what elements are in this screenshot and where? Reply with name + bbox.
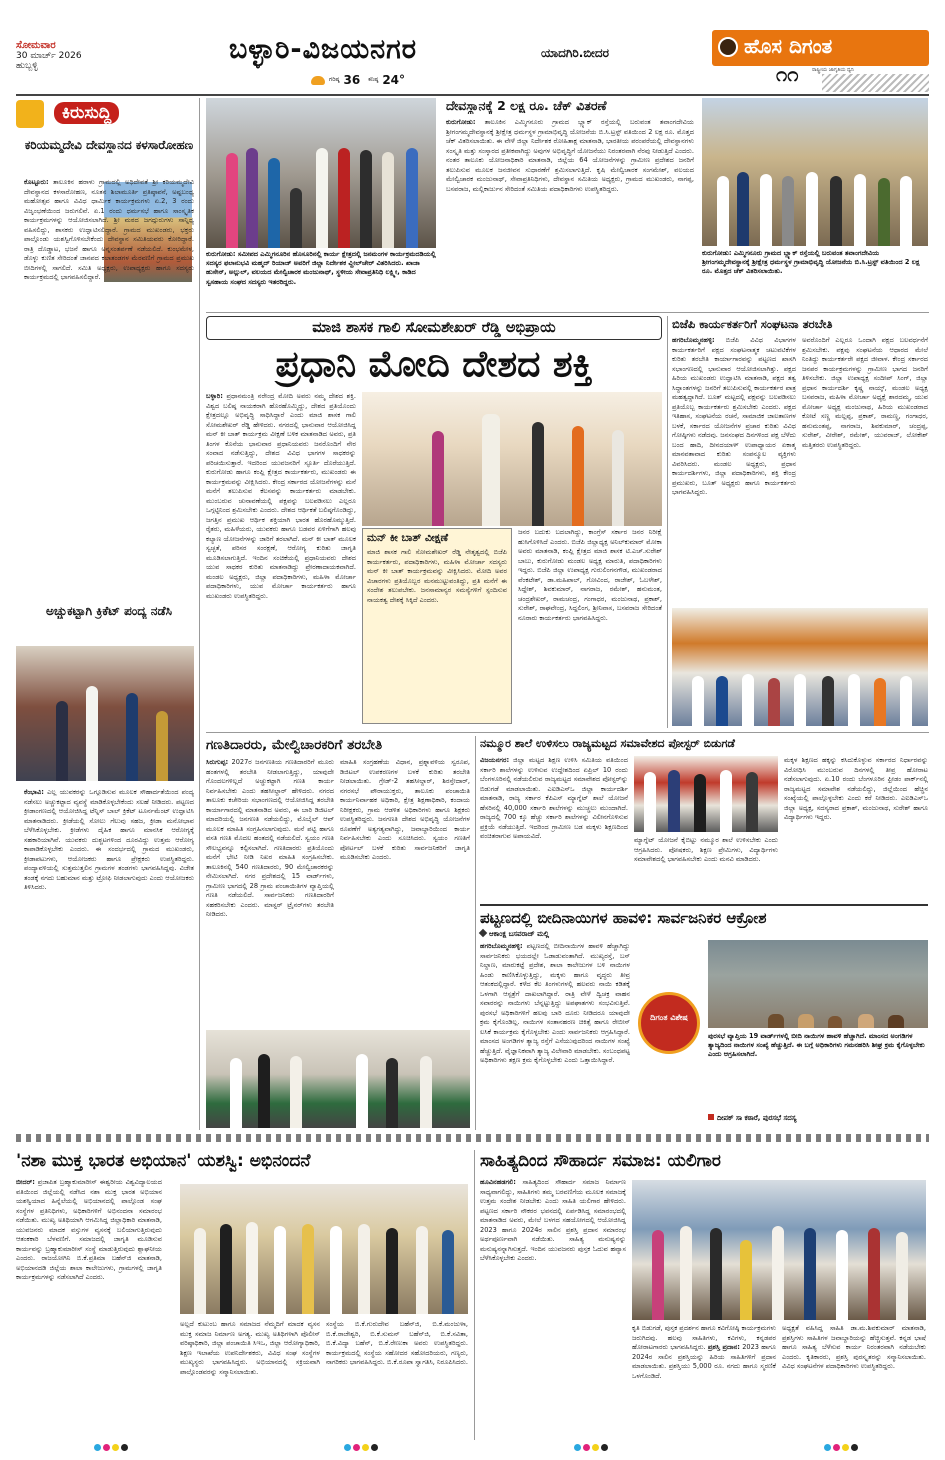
story-body-continued: ಅಧ್ಯಕ್ಷತೆ ವಹಿಸಿದ್ದ ಸಾಹಿತಿ ಡಾ.ಮ.ಶಿವಕುಮಾರ್ ಮಾತನಾಡಿ, ಪ್ರಶಸ್ತಿಗಳು ಸಾಹಿತಿಗಳ ಜವಾಬ್ದಾರಿಯನ್ನು ಹೆಚ್ಚಿಸುತ್ತವೆ. ಕನ್ನಡ ಭಾಷೆ ಹಾಗೂ ಸಾಹಿತ್ಯ ಬೆಳೆಸುವ ಕಾರ್ಯ ನಿರಂತರವಾಗಿ ನಡೆಯಬೇಕು ಎಂದರು. ಕೃತಿಕಾರರು, ಪ್ರಶಸ್ತಿ ಪುರಸ್ಕೃತರನ್ನು ಸನ್ಮಾನಿಸಲಾಯಿತು. ವಿವಿಧ ಸಂಘಟನೆಗಳ ಪದಾಧಿಕಾರಿಗಳು ಉಪಸ್ಥಿತರಿದ್ದರು. [782, 1324, 926, 1370]
story-text: ಪಟ್ಟಣದಲ್ಲಿ ಬೀದಿನಾಯಿಗಳ ಹಾವಳಿ ಹೆಚ್ಚಾಗಿದ್ದು ಸಾರ್ವಜನಿಕರು ಭಯದಲ್ಲೇ ಓಡಾಡುವಂತಾಗಿದೆ. ಮುಖ್ಯರಸ್ತೆ, ಬಸ್ ನಿಲ್ದಾಣ, ಮಾರುಕಟ್ಟೆ ಪ್ರದೇಶ, ಶಾಲಾ ಕಾಲೇಜುಗಳ ಬಳಿ ನಾಯಿಗಳ ಹಿಂಡು ಕಾಣಿಸಿಕೊಳ್ಳುತ್ತಿದ್ದು, ಮಕ್ಕಳು ಹಾಗೂ ವೃದ್ಧರು ತೀವ್ರ ಆತಂಕದಲ್ಲಿದ್ದಾರೆ. ಕಳೆದ ಕೆಲ ತಿಂಗಳುಗಳಲ್ಲಿ ಹಲವರು ನಾಯಿ ಕಡಿತಕ್ಕೆ ಒಳಗಾಗಿ ಆಸ್ಪತ್ರೆಗೆ ದಾಖಲಾಗಿದ್ದಾರೆ. ರಾತ್ರಿ ವೇಳೆ ದ್ವಿಚಕ್ರ ವಾಹನ ಸವಾರರನ್ನು ನಾಯಿಗಳು ಬೆನ್ನಟ್ಟುತ್ತಿದ್ದು ಅಪಘಾತಗಳು ಸಂಭವಿಸುತ್ತಿವೆ. ಪುರಸಭೆ ಅಧಿಕಾರಿಗಳಿಗೆ ಹಲವು ಬಾರಿ ದೂರು ನೀಡಿದರೂ ಯಾವುದೇ ಕ್ರಮ ಕೈಗೊಂಡಿಲ್ಲ. ನಾಯಿಗಳ ಸಂತಾನಹರಣ ಚಿಕಿತ್ಸೆ ಹಾಗೂ ರೇಬೀಸ್ ಲಸಿಕೆ ಕಾರ್ಯಕ್ರಮ ಕೈಗೊಳ್ಳಬೇಕು ಎಂದು ಸಾರ್ವಜನಿಕರು ಆಗ್ರಹಿಸಿದ್ದಾರೆ. ಮಾಂಸದ ಅಂಗಡಿಗಳ ತ್ಯಾಜ್ಯ ರಸ್ತೆಗೆ ಎಸೆಯುವುದರಿಂದ ನಾಯಿಗಳ ಸಂಖ್ಯೆ ಹೆಚ್ಚುತ್ತಿದೆ. ವೈಜ್ಞಾನಿಕವಾಗಿ ತ್ಯಾಜ್ಯ ವಿಲೇವಾರಿ ಮಾಡಬೇಕು. ಸಂಬಂಧಪಟ್ಟ ಅಧಿಕಾರಿಗಳು ತಕ್ಷಣ ಕ್ರಮ ಕೈಗೊಳ್ಳಬೇಕು ಎಂದು ಒತ್ತಾಯಿಸಿದ್ದಾರೆ. [480, 942, 630, 1064]
story-body [16, 1178, 162, 1438]
story-body-continued: ಮ್ಯಾಗ್ನೆಟ್ ಯೋಜನೆ ಕೈಬಿಟ್ಟು ನಮ್ಮೂರ ಶಾಲೆ ಉಳಿಸಬೇಕು ಎಂದು ಆಗ್ರಹಿಸಿದರು. ಪೋಷಕರು, ಶಿಕ್ಷಣ ಪ್ರೇಮಿಗಳು, ವಿದ್ಯಾರ್ಥಿಗಳು ಸಮಾವೇಶದಲ್ಲಿ ಭಾಗವಹಿಸಬೇಕು ಎಂದು ಮನವಿ ಮಾಡಿದರು. [634, 836, 778, 863]
story-body [672, 336, 796, 604]
story-text: ಬಿಜೆಪಿ ವಿವಿಧ ವಿಭಾಗಗಳ ಕಾರ್ಯಕರ್ತರಿಗೆ ಪಕ್ಷದ ಸಂಘಟನಾತ್ಮಕ ಚಟುವಟಿಕೆಗಳ ಕುರಿತು ತರಬೇತಿ ಕಾರ್ಯಾಗಾರವನ್ನು ಪಟ್ಟಣದ ಖಾಸಗಿ ಸಭಾಂಗಣದಲ್ಲಿ ಭಾನುವಾರ ಆಯೋಜಿಸಲಾಗಿತ್ತು. ಪಕ್ಷದ ಹಿರಿಯ ಮುಖಂಡರು ಉದ್ಘಾಟಿಸಿ ಮಾತನಾಡಿ, ಪಕ್ಷದ ತತ್ವ ಸಿದ್ಧಾಂತಗಳನ್ನು ಜನರಿಗೆ ತಲುಪಿಸುವಲ್ಲಿ ಕಾರ್ಯಕರ್ತರ ಪಾತ್ರ ಮಹತ್ವದ್ದಾಗಿದೆ. ಬೂತ್ ಮಟ್ಟದಲ್ಲಿ ಪಕ್ಷವನ್ನು ಬಲಪಡಿಸಲು ಪ್ರತಿಯೊಬ್ಬ ಕಾರ್ಯಕರ್ತರು ಶ್ರಮಿಸಬೇಕು ಎಂದರು. ಪಕ್ಷದ ಇತಿಹಾಸ, ಸಂಘಟನೆಯ ರಚನೆ, ಸಾಮಾಜಿಕ ಜಾಲತಾಣಗಳ ಬಳಕೆ, ಸರ್ಕಾರದ ಯೋಜನೆಗಳ ಪ್ರಚಾರ ಕುರಿತು ವಿವಿಧ ಗೋಷ್ಠಿಗಳು ನಡೆದವು. ಜನಸಂಘದ ದಿನಗಳಿಂದ ಪಕ್ಷ ಬೆಳೆದು ಬಂದ ಹಾದಿ, ದೀನದಯಾಳ್ ಉಪಾಧ್ಯಾಯರ ಏಕಾತ್ಮ ಮಾನವತಾವಾದ ಕುರಿತು ಸಂಪನ್ಮೂಲ ವ್ಯಕ್ತಿಗಳು ವಿವರಿಸಿದರು. ಮಂಡಲ ಅಧ್ಯಕ್ಷರು, ಪ್ರಧಾನ ಕಾರ್ಯದರ್ಶಿಗಳು, ಜಿಲ್ಲಾ ಪದಾಧಿಕಾರಿಗಳು, ಶಕ್ತಿ ಕೇಂದ್ರ ಪ್ರಮುಖರು, ಬೂತ್ ಅಧ್ಯಕ್ಷರು ಹಾಗೂ ಕಾರ್ಯಕರ್ತರು ಭಾಗವಹಿಸಿದ್ದರು. [672, 336, 796, 496]
story-body [480, 1178, 626, 1438]
story-text: ಎಲ್ಲ ಯುವಕರನ್ನು ಒಗ್ಗೂಡಿಸುವ ಮೂಲಕ ಸೌಹಾರ್ದತೆಯಿಂದ ಪಂದ್ಯ ನಡೆಸಲು ಅಚ್ಚುಕಟ್ಟಾದ ವ್ಯವಸ್ಥೆ ಮಾಡಿಕೊಳ್ಳಬೇಕೆಂದು ಸಲಹೆ ನೀಡಿದರು. ಪಟ್ಟಣದ ಕ್ರೀಡಾಂಗಣದಲ್ಲಿ ಆಯೋಜಿಸಿದ್ದ ಟೆನ್ನಿಸ್ ಬಾಲ್ ಕ್ರಿಕೆಟ್ ಟೂರ್ನಮೆಂಟ್ ಉದ್ಘಾಟಿಸಿ ಮಾತನಾಡಿದರು. ಕ್ರೀಡೆಯಲ್ಲಿ ಸೋಲು ಗೆಲುವು ಸಹಜ, ಕ್ರೀಡಾ ಮನೋಭಾವ ಬೆಳೆಸಿಕೊಳ್ಳಬೇಕು. ಕ್ರೀಡೆಗಳು ದೈಹಿಕ ಹಾಗೂ ಮಾನಸಿಕ ಆರೋಗ್ಯಕ್ಕೆ ಸಹಕಾರಿಯಾಗಿವೆ. ಯುವಕರು ದುಶ್ಚಟಗಳಿಂದ ದೂರವಿದ್ದು ಉತ್ತಮ ಆರೋಗ್ಯ ಕಾಪಾಡಿಕೊಳ್ಳಬೇಕು ಎಂದರು. ಈ ಸಂದರ್ಭದಲ್ಲಿ ಗ್ರಾಮದ ಮುಖಂಡರು, ಕ್ರೀಡಾಪಟುಗಳು, ಆಯೋಜಕರು ಹಾಗೂ ಪ್ರೇಕ್ಷಕರು ಉಪಸ್ಥಿತರಿದ್ದರು. ಪಂದ್ಯಾವಳಿಯಲ್ಲಿ ಸುತ್ತಮುತ್ತಲಿನ ಗ್ರಾಮಗಳ ತಂಡಗಳು ಭಾಗವಹಿಸಿದ್ದವು. ವಿಜೇತ ತಂಡಕ್ಕೆ ನಗದು ಬಹುಮಾನ ಮತ್ತು ಟ್ರೋಫಿ ನೀಡಲಾಗುವುದು ಎಂದು ಆಯೋಜಕರು ತಿಳಿಸಿದರು. [24, 788, 194, 891]
weather-min-label: ಕನಿಷ್ಠ [368, 76, 379, 83]
paper-logo [712, 30, 929, 66]
tagline: ರಾಷ್ಟ್ರೀಯ ಜಾಗೃತಿಯ ಧ್ವನಿ [812, 67, 854, 73]
story-body [206, 758, 334, 1026]
hand-icon [16, 100, 44, 128]
story-body [480, 756, 628, 898]
sub-region: ಯಾದಗಿರಿ.ಬೀದರ [541, 46, 609, 60]
weather-max: 36 [343, 73, 361, 87]
story-body [206, 392, 356, 724]
nasha-felicitation-photo [180, 1184, 468, 1314]
date-label: 30 ಮಾರ್ಚ್ 2026 [16, 51, 82, 61]
kirusuddi-label-box [16, 98, 194, 128]
sun-cloud-icon [311, 76, 325, 85]
story-title: ಗಣತಿದಾರರು, ಮೇಲ್ವಿಚಾರಕರಿಗೆ ತರಬೇತಿ [206, 737, 383, 753]
kirusuddi-section [16, 98, 194, 1130]
page-number: ೧೧ [776, 62, 799, 86]
bjp-training-photo [672, 608, 928, 726]
dateline: ಕುರುಗೋಡು: [446, 118, 476, 126]
day-label: ಸೋಮವಾರ [16, 40, 56, 51]
byline: ಆಕಾಂಕ್ಷ ಬಸವರಾಜ್ ಮಲ್ಲಿ [480, 930, 549, 939]
header-stripes [822, 74, 929, 92]
school-story [480, 736, 928, 900]
stray-dogs-story [480, 904, 928, 1130]
story-text: ಜಿಲ್ಲಾ ಮಟ್ಟದ ಶಿಕ್ಷಣ ಉಳಿಸಿ ಸಮಿತಿಯ ವತಿಯಿಂದ ಸರ್ಕಾರಿ ಶಾಲೆಗಳನ್ನು ಉಳಿಸುವ ಉದ್ದೇಶದಿಂದ ಏಪ್ರಿಲ್ 10 ರಂದು ಬೆಂಗಳೂರಿನಲ್ಲಿ ನಡೆಯಲಿರುವ ರಾಜ್ಯಮಟ್ಟದ ಸಮಾವೇಶದ ಪೋಸ್ಟರ್‌ನ್ನು ಬಿಡುಗಡೆ ಮಾಡಲಾಯಿತು. ಎಐಡಿಎಸ್‌ಒ ಜಿಲ್ಲಾ ಕಾರ್ಯದರ್ಶಿ ಮಾತನಾಡಿ, ರಾಜ್ಯ ಸರ್ಕಾರ ಕೆಪಿಎಸ್ ಮ್ಯಾಗ್ನೆಟ್ ಶಾಲೆ ಯೋಜನೆ ಹೆಸರಿನಲ್ಲಿ 40,000 ಸರ್ಕಾರಿ ಶಾಲೆಗಳನ್ನು ಮುಚ್ಚಲು ಮುಂದಾಗಿದೆ. ರಾಜ್ಯದಲ್ಲಿ 700 ಕ್ಕೂ ಹೆಚ್ಚು ಸರ್ಕಾರಿ ಶಾಲೆಗಳನ್ನು ವಿಲೀನಗೊಳಿಸುವ ಪ್ರಕ್ರಿಯೆ ನಡೆಯುತ್ತಿದೆ. ಇದರಿಂದ ಗ್ರಾಮೀಣ ಬಡ ಮಕ್ಕಳು ಶಿಕ್ಷಣದಿಂದ ವಂಚಿತರಾಗುವ ಅಪಾಯವಿದೆ. [480, 756, 628, 840]
dateline: ಕೆಂಭಾವಿ: [24, 788, 44, 796]
award-label: ಪ್ರಶಸ್ತಿ ಪ್ರದಾನ: [707, 1343, 740, 1351]
photo-caption: ಕುರುಗೋಡು: ಸಮೀಪದ ಎಮ್ಮಿಗನೂರಿನ ಹೊಸೂರಿನಲ್ಲಿ ಕಾರ್ಯ ಕ್ಷೇತ್ರದಲ್ಲಿ ಜನಮಂಗಳ ಕಾರ್ಯಕ್ರಮದಡಿಯಲ್ಲಿ ಸದಸ್ಯರ ಫಲಾನುಭವಿ ಮಹ್ಮದ್ ರಿಯಾಜ್ ಅವರಿಗೆ ಜಿಲ್ಲಾ ನಿರ್ದೇಶಕ ವ್ಹೀಲ್‌ಚೇರ್ ವಿತರಿಸಿದರು. ಖಾಜಾ ಹುಸೇನ್, ಅಲ್ಲುಲ್, ವಲಯದ ಮೇಲ್ವಿಚಾರಕ ಮಂಜುನಾಥ್, ಸ್ಥಳೀಯ ಸೇವಾಪ್ರತಿನಿಧಿ ಲಕ್ಷ್ಮೀ, ಕಾಡಿದ ಸ್ವಸಹಾಯ ಸಂಘದ ಸದಸ್ಯರು ಇತರರಿದ್ದರು. [206, 250, 436, 286]
story-title: ಬಿಜೆಪಿ ಕಾರ್ಯಕರ್ತರಿಗೆ ಸಂಘಟನಾ ತರಬೇತಿ [672, 317, 833, 331]
story-title: 'ನಶಾ ಮುಕ್ತ ಭಾರತ ಅಭಿಯಾನ' ಯಶಸ್ವಿ: ಅಭಿನಂದನೆ [16, 1151, 311, 1171]
dateline: ಬೀದರ್: [16, 1178, 35, 1186]
dateline: ಬಳ್ಳಾರಿ: [206, 392, 223, 400]
box-body: ಮಾಜಿ ಶಾಸಕ ಗಾಲಿ ಸೋಮಶೇಖರ್ ರೆಡ್ಡಿ ನೇತೃತ್ವದಲ್ಲಿ ಬಿಜೆಪಿ ಕಾರ್ಯಕರ್ತರು, ಪದಾಧಿಕಾರಿಗಳು, ಮಹಿಳಾ ಮೋರ್ಚಾ ಸದಸ್ಯರು ಮನ್ ಕೀ ಬಾತ್ ಕಾರ್ಯಕ್ರಮವನ್ನು ವೀಕ್ಷಿಸಿದರು. ಮೋದಿ ಅವರ ವಿಚಾರಗಳು ಪ್ರತಿಯೊಬ್ಬರ ಮನಮುಟ್ಟುವಂತಿದ್ದು, ಪ್ರತಿ ಮನೆಗೆ ಈ ಸಂದೇಶ ತಲುಪಬೇಕು. ಜನಸಾಮಾನ್ಯರ ಸಮಸ್ಯೆಗಳಿಗೆ ಸ್ಪಂದಿಸುವ ನಾಯಕತ್ವ ದೇಶಕ್ಕೆ ಸಿಕ್ಕಿದೆ ಎಂದರು. [367, 548, 507, 604]
paper-name: ಹೊಸ ದಿಗಂತ [744, 34, 833, 58]
dateline: ಹಗರಿಬೊಮ್ಮನಹಳ್ಳಿ: [480, 942, 523, 950]
weather-strip [311, 73, 405, 87]
story-body-continued: ಮಕ್ಕಳ ಶಿಕ್ಷಣದ ಹಕ್ಕನ್ನು ಕಸಿದುಕೊಳ್ಳುವ ಸರ್ಕಾರದ ನಿರ್ಧಾರವನ್ನು ವಿರೋಧಿಸಿ ಮುಂಬರುವ ದಿನಗಳಲ್ಲಿ ತೀವ್ರ ಹೋರಾಟ ನಡೆಸಲಾಗುವುದು. ಏ.10 ರಂದು ಬೆಂಗಳೂರಿನ ಫ್ರೀಡಂ ಪಾರ್ಕ್‌ನಲ್ಲಿ ರಾಜ್ಯಮಟ್ಟದ ಸಮಾವೇಶ ನಡೆಯಲಿದ್ದು, ಜಿಲ್ಲೆಯಿಂದ ಹೆಚ್ಚಿನ ಸಂಖ್ಯೆಯಲ್ಲಿ ಪಾಲ್ಗೊಳ್ಳಬೇಕು ಎಂದು ಕರೆ ನೀಡಿದರು. ಎಐಡಿಎಸ್‌ಒ ಜಿಲ್ಲಾ ಅಧ್ಯಕ್ಷ, ಸದಸ್ಯರಾದ ಪ್ರಕಾಶ್, ಮಂಜುನಾಥ, ಸುರೇಶ್ ಹಾಗೂ ವಿದ್ಯಾರ್ಥಿಗಳು ಇದ್ದರು. [784, 756, 928, 821]
story-body [446, 118, 694, 308]
wheelchair-distribution-photo [206, 98, 436, 248]
photo-caption: ಕುರುಗೋಡು: ಎಮ್ಮಿಗನೂರು ಗ್ರಾಮದ ಬ್ಲ್ಯಾಕ್ ರಸ್ತೆಯಲ್ಲಿ ಬರುವಂತ ತವಾಂಗದೇವಿಯ ಶ್ರೀಗಂಗಮ್ಮದೇವಸ್ಥಾನಕ್ಕೆ ಶ್ರೀಕ್ಷೇತ್ರ ಧರ್ಮಸ್ಥಳ ಗ್ರಾಮಾಭಿವೃದ್ಧಿ ಯೋಜನೆಯ ಬಿ.ಸಿ.ಟ್ರಸ್ಟ್ ವತಿಯಿಂದ 2 ಲಕ್ಷ ರೂ. ಮೊತ್ತದ ಚೆಕ್ ವಿತರಿಸಲಾಯಿತು. [702, 249, 920, 276]
section-divider [16, 1134, 929, 1142]
story-text: 2027ರ ಜನಗಣತಿಯ ಗಣತಿದಾರರಿಗೆ ಮೂರು ಹಂತಗಳಲ್ಲಿ ತರಬೇತಿ ನೀಡಲಾಗುತ್ತಿದ್ದು, ಯಾವುದೇ ಗೊಂದಲಗಳಿಲ್ಲದೆ ಅಚ್ಚುಕಟ್ಟಾಗಿ ಗಣತಿ ಕಾರ್ಯ ನಿರ್ವಹಿಸಬೇಕು ಎಂದು ತಹಸೀಲ್ದಾರ್ ಹೇಳಿದರು. ನಗರದ ತಾಲೂಕು ಕಚೇರಿಯ ಸಭಾಂಗಣದಲ್ಲಿ ಆಯೋಜಿಸಿದ್ದ ತರಬೇತಿ ಕಾರ್ಯಾಗಾರದಲ್ಲಿ ಮಾತನಾಡಿದ ಅವರು, ಈ ಬಾರಿ ಡಿಜಿಟಲ್ ಮಾದರಿಯಲ್ಲಿ ಜನಗಣತಿ ನಡೆಯಲಿದ್ದು, ಮೊಬೈಲ್ ಆಪ್ ಮೂಲಕ ಮಾಹಿತಿ ಸಂಗ್ರಹಿಸಲಾಗುವುದು. ಮನೆ ಪಟ್ಟಿ ಹಾಗೂ ವಸತಿ ಗಣತಿ ಮೊದಲ ಹಂತದಲ್ಲಿ ನಡೆಯಲಿದೆ. ಸ್ವಯಂ ಗಣತಿ ಸೌಲಭ್ಯವನ್ನೂ ಕಲ್ಪಿಸಲಾಗಿದೆ. ಗಣತಿದಾರರು ಪ್ರತಿಯೊಂದು ಮನೆಗೆ ಭೇಟಿ ನೀಡಿ ನಿಖರ ಮಾಹಿತಿ ಸಂಗ್ರಹಿಸಬೇಕು. ತಾಲೂಕಿನಲ್ಲಿ 540 ಗಣತಿದಾರರು, 90 ಮೇಲ್ವಿಚಾರಕರನ್ನು ನೇಮಿಸಲಾಗಿದೆ. ನಗರ ಪ್ರದೇಶದಲ್ಲಿ 15 ವಾರ್ಡ್‌ಗಳು, ಗ್ರಾಮೀಣ ಭಾಗದಲ್ಲಿ 28 ಗ್ರಾಮ ಪಂಚಾಯಿತಿಗಳ ವ್ಯಾಪ್ತಿಯಲ್ಲಿ ಗಣತಿ ನಡೆಯಲಿದೆ. ಸಾರ್ವಜನಿಕರು ಗಣತಿದಾರರಿಗೆ ಸಹಕರಿಸಬೇಕು ಎಂದರು. ಮಾಸ್ಟರ್ ಟ್ರೈನರ್‌ಗಳು ತರಬೇತಿ ನೀಡಿದರು. [206, 758, 334, 918]
quote-author: ದೀಪಕ್ ಸಾ ಕಠಾರೆ, ಪುರಸಭೆ ಸದಸ್ಯ [708, 1114, 796, 1123]
nasha-story [16, 1150, 468, 1440]
print-registration-marks [0, 1444, 945, 1454]
story-text: ಪ್ರಜಾಪಿತ ಬ್ರಹ್ಮಾಕುಮಾರೀಸ್ ಈಶ್ವರೀಯ ವಿಶ್ವವಿದ್ಯಾಲಯದ ವತಿಯಿಂದ ಜಿಲ್ಲೆಯಲ್ಲಿ ನಡೆಸಿದ ನಶಾ ಮುಕ್ತ ಭಾರತ ಅಭಿಯಾನ ಯಶಸ್ವಿಯಾದ ಹಿನ್ನೆಲೆಯಲ್ಲಿ ಅಭಿಯಾನದಲ್ಲಿ ಪಾಲ್ಗೊಂಡ ಸಂಘ ಸಂಸ್ಥೆಗಳ ಪ್ರತಿನಿಧಿಗಳು, ಅಧಿಕಾರಿಗಳಿಗೆ ಅಭಿನಂದನಾ ಸಮಾರಂಭ ನಡೆಯಿತು. ಮುಖ್ಯ ಅತಿಥಿಯಾಗಿ ಆಗಮಿಸಿದ್ದ ಜಿಲ್ಲಾಧಿಕಾರಿ ಮಾತನಾಡಿ, ಯುವಜನರು ಮಾದಕ ವಸ್ತುಗಳ ವ್ಯಸನಕ್ಕೆ ಬಲಿಯಾಗುತ್ತಿರುವುದು ಆತಂಕಕಾರಿ ಬೆಳವಣಿಗೆ. ಸಮಾಜದಲ್ಲಿ ಜಾಗೃತಿ ಮೂಡಿಸುವ ಕಾರ್ಯವನ್ನು ಬ್ರಹ್ಮಾಕುಮಾರೀಸ್ ಸಂಸ್ಥೆ ಮಾಡುತ್ತಿರುವುದು ಶ್ಲಾಘನೀಯ ಎಂದರು. ರಾಜಯೋಗಿನಿ ಬಿ.ಕೆ.ಪ್ರತಿಮಾ ಬಹೆನ್‌ಜಿ ಮಾತನಾಡಿ, ಅಭಿಯಾನದಡಿ ಜಿಲ್ಲೆಯ ಶಾಲಾ ಕಾಲೇಜುಗಳು, ಗ್ರಾಮಗಳಲ್ಲಿ ಜಾಗೃತಿ ಕಾರ್ಯಕ್ರಮಗಳನ್ನು ನಡೆಸಲಾಗಿದೆ ಎಂದರು. [16, 1178, 162, 1281]
kirusuddi-label: ಕಿರುಸುದ್ದಿ [54, 102, 119, 124]
story-text: ಸಾಹಿತ್ಯದಿಂದ ಸೌಹಾರ್ದ ಸಮಾಜ ನಿರ್ಮಾಣ ಸಾಧ್ಯವಾಗಲಿದ್ದು, ಸಾಹಿತಿಗಳು ತಮ್ಮ ಬರವಣಿಗೆಯ ಮೂಲಕ ಸಮಾಜಕ್ಕೆ ಉತ್ತಮ ಸಂದೇಶ ನೀಡಬೇಕು ಎಂದು ಸಾಹಿತಿ ಯಲಿಗಾರ ಹೇಳಿದರು. ಪಟ್ಟಣದ ಸರ್ಕಾರಿ ನೌಕರರ ಭವನದಲ್ಲಿ ಏರ್ಪಡಿಸಿದ್ದ ಸಮಾರಂಭದಲ್ಲಿ ಮಾತನಾಡಿದ ಅವರು, ಮೇಲೆ ಬಳಗದ ಸಹಯೋಗದಲ್ಲಿ ಆಯೋಜಿಸಿದ್ದ 2023 ಹಾಗೂ 2024ರ ಸಾಲಿನ ಪ್ರಶಸ್ತಿ ಪ್ರದಾನ ಸಮಾರಂಭ ಅರ್ಥಪೂರ್ಣವಾಗಿ ನಡೆಯಿತು. ಸಾಹಿತ್ಯ ಮನುಷ್ಯನನ್ನು ಮನುಷ್ಯನನ್ನಾಗಿಸುತ್ತದೆ. ಇಂದಿನ ಯುವಜನರು ಪುಸ್ತಕ ಓದುವ ಹವ್ಯಾಸ ಬೆಳೆಸಿಕೊಳ್ಳಬೇಕು ಎಂದರು. [480, 1178, 626, 1262]
square-bullet-icon [708, 1114, 714, 1120]
stray-dogs-photo [708, 940, 928, 1028]
date-block [16, 40, 100, 71]
story-title: ಸಾಹಿತ್ಯದಿಂದ ಸೌಹಾರ್ದ ಸಮಾಜ: ಯಲಿಗಾರ [480, 1151, 721, 1171]
weather-min: 24° [382, 73, 406, 87]
story-title: ದೇವಸ್ಥಾನಕ್ಕೆ 2 ಲಕ್ಷ ರೂ. ಚೆಕ್ ವಿತರಣೆ [446, 98, 607, 113]
story-body-continued: ಜನರ ಬದುಕು ಬದಲಾಗಿದ್ದು, ಕಾಂಗ್ರೆಸ್ ಸರ್ಕಾರ ಜನರ ನಿರೀಕ್ಷೆ ಹುಸಿಗೊಳಿಸಿದೆ ಎಂದರು. ಬಿಜೆಪಿ ಜಿಲ್ಲಾಧ್ಯಕ್ಷ ಅನಿಲ್‌ಕುಮಾರ್ ಮೋಕಾ ಅವರು ಮಾತನಾಡಿ, ಕಂಪ್ಲಿ ಕ್ಷೇತ್ರದ ಮಾಜಿ ಶಾಸಕ ಟಿ.ಎಚ್.ಸುರೇಶ್ ಬಾಬು, ಕುರುಗೋಡು ಮಂಡಲ ಅಧ್ಯಕ್ಷ ಮಾರುತಿ, ಪದಾಧಿಕಾರಿಗಳು ಇದ್ದರು. ಬಿಜೆಪಿ ಜಿಲ್ಲಾ ಉಪಾಧ್ಯಕ್ಷ ಗುರುಲಿಂಗನಗೌಡ, ಮುಖಂಡರಾದ ವೆಂಕಟೇಶ್, ಡಾ.ಮಹಿಪಾಲ್, ಗೋವಿಂದ, ರಾಜೇಶ್, ಓಬಳೇಶ್, ಸಿದ್ದೇಶ್, ಶಿವಕುಮಾರ್, ನಾಗರಾಜ, ರಮೇಶ್, ಹನುಮಂತ, ಚಂದ್ರಶೇಖರ್, ರಾಮಚಂದ್ರ, ಗಂಗಾಧರ, ಮಂಜುನಾಥ, ಪ್ರಕಾಶ್, ಸುರೇಶ್, ರಾಘವೇಂದ್ರ, ಸಿದ್ದಲಿಂಗ, ಶ್ರೀನಿವಾಸ, ಬಸವರಾಜ ಸೇರಿದಂತೆ ನೂರಾರು ಕಾರ್ಯಕರ್ತರು ಭಾಗವಹಿಸಿದ್ದರು. [518, 528, 662, 622]
sahitya-story [480, 1150, 928, 1440]
story-body-continued: ಅಲ್ಲದೆ ಕುಟುಂಬ ಹಾಗೂ ಸಮಾಜದ ನೆಮ್ಮದಿಗೆ ಮಾದಕ ವ್ಯಸನ ಮುಕ್ತ ಸಮಾಜ ನಿರ್ಮಾಣ ಅಗತ್ಯ. ಮುಖ್ಯ ಅತಿಥಿಗಳಾಗಿ ಪೊಲೀಸ್ ವರಿಷ್ಠಾಧಿಕಾರಿ, ಜಿಲ್ಲಾ ಪಂಚಾಯಿತಿ ಸಿಇಒ, ಜಿಲ್ಲಾ ಆರೋಗ್ಯಾಧಿಕಾರಿ, ಶಿಕ್ಷಣ ಇಲಾಖೆಯ ಉಪನಿರ್ದೇಶಕರು, ವಿವಿಧ ಸಂಘ ಸಂಸ್ಥೆಗಳ ಮುಖ್ಯಸ್ಥರು ಭಾಗವಹಿಸಿದ್ದರು. ಅಭಿಯಾನದಲ್ಲಿ ಸಕ್ರಿಯವಾಗಿ ಪಾಲ್ಗೊಂಡವರನ್ನು ಸನ್ಮಾನಿಸಲಾಯಿತು. [180, 1320, 320, 1376]
quote: ಪುರಸಭೆ ವ್ಯಾಪ್ತಿಯ 19 ವಾರ್ಡ್‌ಗಳಲ್ಲಿ ಬೀದಿ ನಾಯಿಗಳ ಹಾವಳಿ ಹೆಚ್ಚಾಗಿದೆ. ಮಾಂಸದ ಅಂಗಡಿಗಳ ತ್ಯಾಜ್ಯದಿಂದ ನಾಯಿಗಳ ಸಂಖ್ಯೆ ಹೆಚ್ಚುತ್ತಿದೆ. ಈ ಬಗ್ಗೆ ಅಧಿಕಾರಿಗಳು ಗಮನಹರಿಸಿ ಶೀಘ್ರ ಕ್ರಮ ಕೈಗೊಳ್ಳಬೇಕು ಎಂದು ಆಗ್ರಹಿಸಲಾಗಿದೆ. [708, 1032, 925, 1059]
story-body-continued: ಅವರೊಂದಿಗೆ ಎಲ್ಲರೂ ಒಂದಾಗಿ ಪಕ್ಷದ ಬಲವರ್ಧನೆಗೆ ಶ್ರಮಿಸಬೇಕು. ಪಕ್ಷವು ಸಂಘಟನೆಯ ಆಧಾರದ ಮೇಲೆ ನಿಂತಿದ್ದು ಕಾರ್ಯಕರ್ತರೇ ಪಕ್ಷದ ಜೀವಾಳ. ಕೇಂದ್ರ ಸರ್ಕಾರದ ಜನಪರ ಕಾರ್ಯಕ್ರಮಗಳನ್ನು ಗ್ರಾಮೀಣ ಭಾಗದ ಜನರಿಗೆ ತಿಳಿಸಬೇಕು. ಜಿಲ್ಲಾ ಉಪಾಧ್ಯಕ್ಷ ಸಂದೀಪ್ ಸಿಂಗ್, ಜಿಲ್ಲಾ ಪ್ರಧಾನ ಕಾರ್ಯದರ್ಶಿ ಕೃಷ್ಣ ನಾಯ್ಕ್, ಮಂಡಲ ಅಧ್ಯಕ್ಷ ಬಸವರಾಜ, ಮಹಿಳಾ ಮೋರ್ಚಾ ಅಧ್ಯಕ್ಷೆ ಶಾರದಮ್ಮ, ಯುವ ಮೋರ್ಚಾ ಅಧ್ಯಕ್ಷ ಮಂಜುನಾಥ, ಹಿರಿಯ ಮುಖಂಡರಾದ ಕೋಟೆ ಸಣ್ಣ ಮಲ್ಲಪ್ಪ, ಪ್ರಕಾಶ್, ರಾಮಣ್ಣ, ಗಂಗಾಧರ, ಹನುಮಂತಪ್ಪ, ನಾಗರಾಜ, ಶಿವಕುಮಾರ್, ಚಂದ್ರಪ್ಪ, ಸುರೇಶ್, ವೀರೇಶ್, ರಮೇಶ್, ಯುವರಾಜ್, ಲೋಕೇಶ್ ಮತ್ತಿತರರು ಉಪಸ್ಥಿತರಿದ್ದರು. [802, 336, 928, 449]
felicitation-photo [362, 392, 662, 526]
dateline: ಹಗರಿಬೊಮ್ಮನಹಳ್ಳಿ: [672, 336, 715, 344]
dateline: ವಿಜಯನಗರ: [480, 756, 510, 764]
story-body-continued: ಮಾಹಿತಿ ಸಂಗ್ರಹಣೆಯ ವಿಧಾನ, ಪ್ರಶ್ನಾವಳಿಯ ಸ್ವರೂಪ, ಡಿಜಿಟಲ್ ಉಪಕರಣಗಳ ಬಳಕೆ ಕುರಿತು ತರಬೇತಿ ನೀಡಲಾಯಿತು. ಗ್ರೇಡ್-2 ತಹಸೀಲ್ದಾರ್, ಶಿರಸ್ತೇದಾರ್, ನಗರಸಭೆ ಪೌರಾಯುಕ್ತರು, ತಾಲೂಕು ಪಂಚಾಯಿತಿ ಕಾರ್ಯನಿರ್ವಾಹಕ ಅಧಿಕಾರಿ, ಕ್ಷೇತ್ರ ಶಿಕ್ಷಣಾಧಿಕಾರಿ, ಕಂದಾಯ ನಿರೀಕ್ಷಕರು, ಗ್ರಾಮ ಆಡಳಿತ ಅಧಿಕಾರಿಗಳು ಹಾಗೂ ಶಿಕ್ಷಕರು ಉಪಸ್ಥಿತರಿದ್ದರು. ಜನಗಣತಿ ದೇಶದ ಅಭಿವೃದ್ಧಿ ಯೋಜನೆಗಳ ರೂಪಣೆಗೆ ಅತ್ಯಗತ್ಯವಾಗಿದ್ದು, ಜವಾಬ್ದಾರಿಯಿಂದ ಕಾರ್ಯ ನಿರ್ವಹಿಸಬೇಕು ಎಂದು ಸೂಚಿಸಿದರು. ಸ್ವಯಂ ಗಣತಿಗೆ ಪೋರ್ಟಲ್ ಬಳಕೆ ಕುರಿತು ಸಾರ್ವಜನಿಕರಿಗೆ ಜಾಗೃತಿ ಮೂಡಿಸಬೇಕು ಎಂದರು. [340, 758, 470, 861]
box-title: ಮನ್ ಕೀ ಬಾತ್ ವೀಕ್ಷಣೆ [367, 532, 449, 544]
dateline: ಕೊಟ್ಟೂರು: [24, 178, 49, 186]
story-text: ತಾಲೂಕಿನ ಹರಾಳು ಗ್ರಾಮದಲ್ಲಿ ಅಧಿದೇವತೆ ಶ್ರೀ ಕರಿಯಮ್ಮದೇವಿ ದೇವಸ್ಥಾನದ ಕಳಸಾರೋಹಣ, ನೂತನ ಶಿಲಾಮೂರ್ತಿ ಪ್ರತಿಷ್ಠಾಪನೆ, ಅಷ್ಟಬಂಧ್ಯ ಮಹೋತ್ಸವ ಹಾಗೂ ವಿವಿಧ ಧಾರ್ಮಿಕ ಕಾರ್ಯಕ್ರಮಗಳು ಏ.2, 3 ರಂದು ವಿಜೃಂಭಣೆಯಿಂದ ಜರುಗಲಿವೆ. ಏ.1 ರಂದು ಧರ್ಮಸಭೆ ಹಾಗೂ ಸಾಂಸ್ಕೃತಿಕ ಕಾರ್ಯಕ್ರಮಗಳನ್ನು ಆಯೋಜಿಸಲಾಗಿದೆ. ಶ್ರೀ ಮಠದ ಜಗದ್ಗುರುಗಳು ಸಾನ್ನಿಧ್ಯ ವಹಿಸಲಿದ್ದು, ಶಾಸಕರು ಉದ್ಘಾಟಿಸಲಿದ್ದಾರೆ. ಗ್ರಾಮದ ಮುಖಂಡರು, ಭಕ್ತರು ಪಾಲ್ಗೊಂಡು ಯಶಸ್ವಿಗೊಳಿಸಬೇಕೆಂದು ದೇವಸ್ಥಾನ ಸಮಿತಿಯವರು ಕೋರಿದ್ದಾರೆ. ರಾತ್ರಿ ದೊಡ್ಡಾಟ, ಭಜನೆ ಹಾಗೂ ಅನ್ನಸಂತರ್ಪಣೆ ನಡೆಯಲಿದೆ. ಕುಂಭಮೇಳ, ಡೊಳ್ಳು ಕುಣಿತ ಸೇರಿದಂತೆ ಜಾನಪದ ಕಲಾತಂಡಗಳ ಮೆರವಣಿಗೆ ಗ್ರಾಮದ ಪ್ರಮುಖ ಬೀದಿಗಳಲ್ಲಿ ಸಾಗಲಿದೆ. ಸಮಿತಿ ಅಧ್ಯಕ್ಷರು, ಉಪಾಧ್ಯಕ್ಷರು ಹಾಗೂ ಸದಸ್ಯರು ಕಾರ್ಯಕ್ರಮದಲ್ಲಿ ಭಾಗವಹಿಸಲಿದ್ದಾರೆ. [24, 178, 194, 281]
pen-icon [479, 929, 487, 937]
edition-city: ಹುಬ್ಬಳ್ಳಿ [16, 61, 38, 71]
story-title: ಪಟ್ಟಣದಲ್ಲಿ ಬೀದಿನಾಯಿಗಳ ಹಾವಳಿ: ಸಾರ್ವಜನಿಕರ ಆಕ್ರೋಶ [480, 909, 767, 927]
special-logo [638, 992, 700, 1054]
bjp-story [672, 316, 928, 728]
weather-max-label: ಗರಿಷ್ಠ [329, 76, 340, 83]
story-body-continued: ಸಂಸ್ಥೆಯ ಬಿ.ಕೆ.ಗುರುದೇವ ಬಹೆನ್‌ಜಿ, ಬಿ.ಕೆ.ಮಂಜುಳಾ, ಬಿ.ಕೆ.ರಾಜೇಶ್ವರಿ, ಬಿ.ಕೆ.ಸುಮನ್ ಬಹೆನ್‌ಜಿ, ಬಿ.ಕೆ.ಸವಿತಾ, ಬಿ.ಕೆ.ವಿದ್ಯಾ ಬಹೆನ್, ಬಿ.ಕೆ.ರೇಣುಕಾ ಅವರು ಉಪಸ್ಥಿತರಿದ್ದರು. ಕಾರ್ಯಕ್ರಮದಲ್ಲಿ ಸಂಸ್ಥೆಯ ಸಹೋದರ ಸಹೋದರಿಯರು, ಗಣ್ಯರು, ನಾಗರಿಕರು ಭಾಗವಹಿಸಿದ್ದರು. ಬಿ.ಕೆ.ರೂಪಾ ಸ್ವಾಗತಿಸಿ, ನಿರೂಪಿಸಿದರು. [326, 1320, 468, 1366]
temple-construction-photo [702, 98, 928, 246]
cheque-story [442, 98, 696, 310]
poster-release-photo [634, 756, 778, 832]
dateline: ಹೂವಿನಹಡಗಲಿ: [480, 1178, 516, 1186]
special-logo-text: ದಿಗಂತ ವಿಶೇಷ [650, 1013, 688, 1022]
award-text: 2023 ಹಾಗೂ 2024ರ ಸಾಲಿನ ಪ್ರಶಸ್ತಿಯನ್ನು ಹಿರಿಯ ಸಾಹಿತಿಗಳಿಗೆ ಪ್ರದಾನ ಮಾಡಲಾಯಿತು. ಪ್ರಶಸ್ತಿಯು 5,000 ರೂ. ನಗದು ಹಾಗೂ ಸ್ಮರಣಿಕೆ ಒಳಗೊಂಡಿದೆ. [632, 1343, 776, 1380]
mann-ki-baat-box [362, 528, 512, 724]
story-text: ಪ್ರಧಾನಮಂತ್ರಿ ನರೇಂದ್ರ ಮೋದಿ ಅವರು ನಮ್ಮ ದೇಶದ ಶಕ್ತಿ. ವಿಶ್ವದ ಬಲಿಷ್ಠ ನಾಯಕರಾಗಿ ಹೊರಹೊಮ್ಮಿದ್ದು, ದೇಶದ ಪ್ರತಿಯೊಂದು ಕ್ಷೇತ್ರದಲ್ಲೂ ಅಭಿವೃದ್ಧಿ ಸಾಧಿಸಿದ್ದಾರೆ ಎಂದು ಮಾಜಿ ಶಾಸಕ ಗಾಲಿ ಸೋಮಶೇಖರ್ ರೆಡ್ಡಿ ಹೇಳಿದರು. ನಗರದಲ್ಲಿ ಭಾನುವಾರ ಆಯೋಜಿಸಿದ್ದ ಮನ್ ಕೀ ಬಾತ್ ಕಾರ್ಯಕ್ರಮ ವೀಕ್ಷಣೆ ಬಳಿಕ ಮಾತನಾಡಿದ ಅವರು, ಪ್ರತಿ ತಿಂಗಳ ಕೊನೆಯ ಭಾನುವಾರ ಪ್ರಧಾನಿಯವರು ಜನರೊಂದಿಗೆ ನೇರ ಸಂವಾದ ನಡೆಸುತ್ತಿದ್ದು, ದೇಶದ ವಿವಿಧ ಭಾಗಗಳ ಸಾಧಕರನ್ನು ಪರಿಚಯಿಸುತ್ತಾರೆ. ಇದರಿಂದ ಯುವಜನರಿಗೆ ಸ್ಫೂರ್ತಿ ದೊರೆಯುತ್ತಿದೆ. ಕುರುಗೋಡು ಹಾಗೂ ಕಂಪ್ಲಿ ಕ್ಷೇತ್ರದ ಕಾರ್ಯಕರ್ತರು, ಮುಖಂಡರು ಈ ಕಾರ್ಯಕ್ರಮವನ್ನು ವೀಕ್ಷಿಸಿದರು. ಕೇಂದ್ರ ಸರ್ಕಾರದ ಯೋಜನೆಗಳನ್ನು ಮನೆ ಮನೆಗೆ ತಲುಪಿಸುವ ಕೆಲಸವನ್ನು ಕಾರ್ಯಕರ್ತರು ಮಾಡಬೇಕು. ಮುಂಬರುವ ಚುನಾವಣೆಯಲ್ಲಿ ಪಕ್ಷವನ್ನು ಬಲಪಡಿಸಲು ಎಲ್ಲರೂ ಒಗ್ಗಟ್ಟಿನಿಂದ ಶ್ರಮಿಸಬೇಕು ಎಂದರು. ದೇಶದ ಆರ್ಥಿಕತೆ ಬಲಿಷ್ಠಗೊಂಡಿದ್ದು, ಜಗತ್ತಿನ ಪ್ರಮುಖ ಆರ್ಥಿಕ ಶಕ್ತಿಯಾಗಿ ಭಾರತ ಹೊರಹೊಮ್ಮುತ್ತಿದೆ. ರೈತರು, ಮಹಿಳೆಯರು, ಯುವಕರು ಹಾಗೂ ಬಡವರ ಏಳಿಗೆಗಾಗಿ ಹಲವು ಕಲ್ಯಾಣ ಯೋಜನೆಗಳನ್ನು ಜಾರಿಗೆ ತರಲಾಗಿದೆ. ಮನ್ ಕೀ ಬಾತ್ ಮೂಲಕ ಸ್ವಚ್ಛತೆ, ಪರಿಸರ ಸಂರಕ್ಷಣೆ, ಆರೋಗ್ಯ ಕುರಿತು ಜಾಗೃತಿ ಮೂಡಿಸಲಾಗುತ್ತಿದೆ. ಇಂದಿನ ಸಂಚಿಕೆಯಲ್ಲಿ ಪ್ರಧಾನಿಯವರು ದೇಶದ ಯುವ ಸಾಧಕರ ಕುರಿತು ಮಾತನಾಡಿದ್ದು ಪ್ರೇರಣಾದಾಯಕವಾಗಿದೆ. ಮಂಡಲ ಅಧ್ಯಕ್ಷರು, ಜಿಲ್ಲಾ ಪದಾಧಿಕಾರಿಗಳು, ಮಹಿಳಾ ಮೋರ್ಚಾ ಪದಾಧಿಕಾರಿಗಳು, ಯುವ ಮೋರ್ಚಾ ಕಾರ್ಯಕರ್ತರು ಹಾಗೂ ಮುಖಂಡರು ಉಪಸ್ಥಿತರಿದ್ದರು. [206, 392, 356, 600]
census-story [206, 736, 470, 1130]
lead-kicker: ಮಾಜಿ ಶಾಸಕ ಗಾಲಿ ಸೋಮಶೇಖರ್ ರೆಡ್ಡಿ ಅಭಿಪ್ರಾಯ [206, 316, 662, 340]
story-body-continued [632, 1324, 776, 1438]
lead-story [206, 316, 662, 728]
story-body [480, 942, 630, 1128]
lead-headline: ಪ್ರಧಾನಿ ಮೋದಿ ದೇಶದ ಶಕ್ತಿ [275, 344, 593, 385]
dateline: ಸಿರುಗುಪ್ಪ: [206, 758, 229, 766]
story-title: ಅಚ್ಚುಕಟ್ಟಾಗಿ ಕ್ರಿಕೆಟ್ ಪಂದ್ಯ ನಡೆಸಿ [24, 604, 194, 619]
story-title: ಕರಿಯಮ್ಮದೇವಿ ದೇವಸ್ಥಾನದ ಕಳಸಾರೋಹಣ [24, 138, 194, 152]
census-training-photo [206, 1030, 470, 1128]
award-ceremony-photo [632, 1180, 926, 1320]
story-text: ತಾಲೂಕಿನ ಎಮ್ಮಿಗನೂರು ಗ್ರಾಮದ ಬ್ಲ್ಯಾಕ್ ರಸ್ತೆಯಲ್ಲಿ ಬರುವಂತ ತವಾಂಗದೇವಿಯ ಶ್ರೀಗಂಗಮ್ಮದೇವಸ್ಥಾನಕ್ಕೆ ಶ್ರೀಕ್ಷೇತ್ರ ಧರ್ಮಸ್ಥಳ ಗ್ರಾಮಾಭಿವೃದ್ಧಿ ಯೋಜನೆಯ ಬಿ.ಸಿ.ಟ್ರಸ್ಟ್ ವತಿಯಿಂದ 2 ಲಕ್ಷ ರೂ. ಮೊತ್ತದ ಚೆಕ್ ವಿತರಿಸಲಾಯಿತು. ಈ ವೇಳೆ ಜಿಲ್ಲಾ ನಿರ್ದೇಶಕ ರೋಹಿತಾಕ್ಷ ಮಾತನಾಡಿ, ಭಾರತೀಯ ಪರಂಪರೆಯಲ್ಲಿ ದೇವಸ್ಥಾನಗಳು ಸಂಸ್ಕೃತಿ ಮತ್ತು ಸಂಸ್ಕಾರದ ಪ್ರತೀಕವಾಗಿದ್ದು ಅವುಗಳ ಅಭಿವೃದ್ಧಿಗೆ ಯೋಜನೆಯು ನಿರಂತರವಾಗಿ ನೆರವು ನೀಡುತ್ತಿದೆ ಎಂದರು. ನಂತರ ತಾಲೂಕು ಯೋಜನಾಧಿಕಾರಿ ಮಾತನಾಡಿ, ಜಿಲ್ಲೆಯ 64 ಯೋಜನೆಗಳನ್ನು ಗ್ರಾಮೀಣ ಪ್ರದೇಶದ ಜನರಿಗೆ ತಲುಪಿಸುವ ಮೂಲಕ ಜನಜೀವನ ಸುಧಾರಣೆಗೆ ಶ್ರಮಿಸಲಾಗುತ್ತಿದೆ. ಕೃಷಿ ಮೇಲ್ವಿಚಾರಕ ಸಂಗಮೇಶ್, ವಲಯದ ಮೇಲ್ವಿಚಾರಕ ಮಂಜುನಾಥ್, ಸೇವಾಪ್ರತಿನಿಧಿಗಳು, ದೇವಸ್ಥಾನ ಸಮಿತಿಯ ಅಧ್ಯಕ್ಷರು, ಗ್ರಾಮದ ಮುಖಂಡರು, ನಾಗಪ್ಪ, ಬಸವರಾಜ, ಮಲ್ಲಿಕಾರ್ಜುನ ಸೇರಿದಂತೆ ಸಮಿತಿಯ ಪದಾಧಿಕಾರಿಗಳು ಉಪಸ್ಥಿತರಿದ್ದರು. [446, 118, 694, 193]
story-text: ಕೃತಿ ಬಿಡುಗಡೆ, ಪುಸ್ತಕ ಪ್ರದರ್ಶನ ಹಾಗೂ ಕವಿಗೋಷ್ಠಿ ಕಾರ್ಯಕ್ರಮಗಳು ಜರುಗಿದವು. ಹಲವು ಸಾಹಿತಿಗಳು, ಕವಿಗಳು, ಕನ್ನಡಪರ ಹೋರಾಟಗಾರರು ಭಾಗವಹಿಸಿದ್ದರು. [632, 1324, 776, 1351]
story-title: ನಮ್ಮೂರ ಶಾಲೆ ಉಳಿಸಲು ರಾಜ್ಯಮಟ್ಟದ ಸಮಾವೇಶದ ಪೋಸ್ಟರ್ ಬಿಡುಗಡೆ [480, 737, 735, 750]
masthead [16, 34, 929, 96]
region-title: ಬಳ್ಳಾರಿ-ವಿಜಯನಗರ [229, 34, 418, 65]
story-body [24, 788, 194, 1128]
cricket-felicitation-photo [16, 646, 194, 781]
lamp-icon [718, 37, 738, 57]
